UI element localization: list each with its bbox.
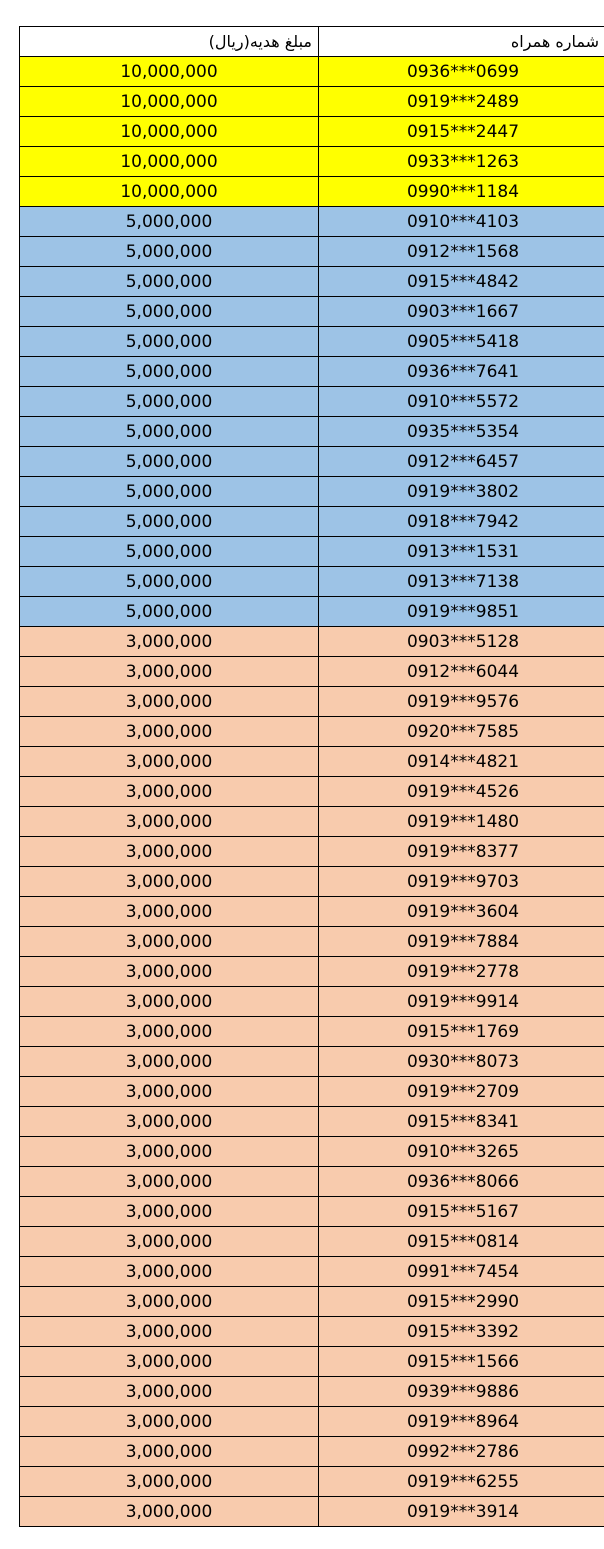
phone-cell: 0919***8377 bbox=[319, 837, 604, 867]
phone-cell: 0905***5418 bbox=[319, 327, 604, 357]
amount-cell: 3,000,000 bbox=[20, 717, 319, 747]
amount-cell: 3,000,000 bbox=[20, 987, 319, 1017]
phone-cell: 0990***1184 bbox=[319, 177, 604, 207]
amount-cell: 3,000,000 bbox=[20, 1077, 319, 1107]
phone-cell: 0936***8066 bbox=[319, 1167, 604, 1197]
table-row bbox=[20, 1377, 604, 1407]
table-row bbox=[20, 1137, 604, 1167]
amount-cell: 3,000,000 bbox=[20, 747, 319, 777]
table-row bbox=[20, 237, 604, 267]
amount-cell: 3,000,000 bbox=[20, 687, 319, 717]
amount-cell: 3,000,000 bbox=[20, 1047, 319, 1077]
table-row bbox=[20, 87, 604, 117]
amount-cell: 3,000,000 bbox=[20, 1197, 319, 1227]
amount-cell: 3,000,000 bbox=[20, 1467, 319, 1497]
phone-cell: 0915***3392 bbox=[319, 1317, 604, 1347]
phone-cell: 0919***3914 bbox=[319, 1497, 604, 1527]
table-row bbox=[20, 687, 604, 717]
phone-cell: 0910***3265 bbox=[319, 1137, 604, 1167]
phone-cell: 0903***5128 bbox=[319, 627, 604, 657]
amount-cell: 5,000,000 bbox=[20, 447, 319, 477]
amount-cell: 10,000,000 bbox=[20, 147, 319, 177]
phone-cell: 0936***0699 bbox=[319, 57, 604, 87]
amount-cell: 3,000,000 bbox=[20, 1137, 319, 1167]
table-row bbox=[20, 957, 604, 987]
phone-cell: 0920***7585 bbox=[319, 717, 604, 747]
phone-cell: 0915***8341 bbox=[319, 1107, 604, 1137]
phone-cell: 0914***4821 bbox=[319, 747, 604, 777]
amount-cell: 3,000,000 bbox=[20, 897, 319, 927]
phone-cell: 0912***1568 bbox=[319, 237, 604, 267]
phone-cell: 0919***4526 bbox=[319, 777, 604, 807]
amount-cell: 5,000,000 bbox=[20, 477, 319, 507]
table-row bbox=[20, 537, 604, 567]
table-row bbox=[20, 657, 604, 687]
table-row bbox=[20, 357, 604, 387]
phone-cell: 0919***9703 bbox=[319, 867, 604, 897]
phone-cell: 0915***2990 bbox=[319, 1287, 604, 1317]
table-row bbox=[20, 627, 604, 657]
amount-cell: 3,000,000 bbox=[20, 927, 319, 957]
table-row bbox=[20, 1407, 604, 1437]
table-row bbox=[20, 417, 604, 447]
table-row bbox=[20, 777, 604, 807]
table-row bbox=[20, 597, 604, 627]
table-row bbox=[20, 1347, 604, 1377]
table-row bbox=[20, 987, 604, 1017]
table-row bbox=[20, 297, 604, 327]
table-row bbox=[20, 717, 604, 747]
phone-cell: 0919***8964 bbox=[319, 1407, 604, 1437]
table-row bbox=[20, 57, 604, 87]
table-row bbox=[20, 1017, 604, 1047]
phone-cell: 0919***3802 bbox=[319, 477, 604, 507]
phone-cell: 0919***3604 bbox=[319, 897, 604, 927]
phone-cell: 0919***2709 bbox=[319, 1077, 604, 1107]
phone-cell: 0919***2489 bbox=[319, 87, 604, 117]
phone-cell: 0935***5354 bbox=[319, 417, 604, 447]
table-row bbox=[20, 207, 604, 237]
amount-cell: 3,000,000 bbox=[20, 657, 319, 687]
phone-cell: 0991***7454 bbox=[319, 1257, 604, 1287]
table-row bbox=[20, 1467, 604, 1497]
phone-cell: 0915***2447 bbox=[319, 117, 604, 147]
table-row bbox=[20, 387, 604, 417]
amount-cell: 3,000,000 bbox=[20, 807, 319, 837]
phone-cell: 0992***2786 bbox=[319, 1437, 604, 1467]
phone-cell: 0915***1769 bbox=[319, 1017, 604, 1047]
prize-table-body bbox=[20, 27, 604, 1527]
amount-cell: 3,000,000 bbox=[20, 837, 319, 867]
table-row bbox=[20, 177, 604, 207]
table-row bbox=[20, 1227, 604, 1257]
table-row bbox=[20, 147, 604, 177]
amount-cell: 5,000,000 bbox=[20, 357, 319, 387]
phone-cell: 0912***6044 bbox=[319, 657, 604, 687]
table-row bbox=[20, 507, 604, 537]
table-row bbox=[20, 747, 604, 777]
amount-cell: 5,000,000 bbox=[20, 567, 319, 597]
amount-cell: 10,000,000 bbox=[20, 117, 319, 147]
table-row bbox=[20, 477, 604, 507]
prize-table bbox=[19, 26, 604, 1527]
amount-cell: 5,000,000 bbox=[20, 537, 319, 567]
table-row bbox=[20, 567, 604, 597]
amount-cell: 5,000,000 bbox=[20, 297, 319, 327]
table-row bbox=[20, 1197, 604, 1227]
phone-cell: 0919***1480 bbox=[319, 807, 604, 837]
amount-cell: 3,000,000 bbox=[20, 777, 319, 807]
phone-cell: 0919***2778 bbox=[319, 957, 604, 987]
amount-cell: 3,000,000 bbox=[20, 1437, 319, 1467]
amount-cell: 5,000,000 bbox=[20, 387, 319, 417]
table-row bbox=[20, 1287, 604, 1317]
amount-cell: 10,000,000 bbox=[20, 87, 319, 117]
table-row bbox=[20, 267, 604, 297]
table-row bbox=[20, 867, 604, 897]
phone-cell: 0930***8073 bbox=[319, 1047, 604, 1077]
amount-cell: 5,000,000 bbox=[20, 327, 319, 357]
phone-cell: 0910***4103 bbox=[319, 207, 604, 237]
table-row bbox=[20, 447, 604, 477]
amount-cell: 3,000,000 bbox=[20, 1107, 319, 1137]
table-row bbox=[20, 1257, 604, 1287]
table-row bbox=[20, 837, 604, 867]
amount-cell: 5,000,000 bbox=[20, 207, 319, 237]
amount-cell: 5,000,000 bbox=[20, 597, 319, 627]
phone-cell: 0915***1566 bbox=[319, 1347, 604, 1377]
phone-cell: 0919***9914 bbox=[319, 987, 604, 1017]
phone-cell: 0915***0814 bbox=[319, 1227, 604, 1257]
amount-cell: 3,000,000 bbox=[20, 1377, 319, 1407]
phone-cell: 0913***1531 bbox=[319, 537, 604, 567]
phone-cell: 0912***6457 bbox=[319, 447, 604, 477]
amount-cell: 3,000,000 bbox=[20, 867, 319, 897]
phone-cell: 0919***9851 bbox=[319, 597, 604, 627]
table-row bbox=[20, 1047, 604, 1077]
phone-cell: 0910***5572 bbox=[319, 387, 604, 417]
header-amount: مبلغ هدیه(ریال) bbox=[20, 27, 319, 57]
table-row bbox=[20, 117, 604, 147]
amount-cell: 3,000,000 bbox=[20, 1017, 319, 1047]
phone-cell: 0913***7138 bbox=[319, 567, 604, 597]
table-row bbox=[20, 1167, 604, 1197]
phone-cell: 0903***1667 bbox=[319, 297, 604, 327]
amount-cell: 10,000,000 bbox=[20, 177, 319, 207]
phone-cell: 0919***6255 bbox=[319, 1467, 604, 1497]
table-row bbox=[20, 1497, 604, 1527]
phone-cell: 0936***7641 bbox=[319, 357, 604, 387]
amount-cell: 3,000,000 bbox=[20, 1287, 319, 1317]
amount-cell: 5,000,000 bbox=[20, 267, 319, 297]
amount-cell: 5,000,000 bbox=[20, 417, 319, 447]
phone-cell: 0933***1263 bbox=[319, 147, 604, 177]
phone-cell: 0919***7884 bbox=[319, 927, 604, 957]
amount-cell: 3,000,000 bbox=[20, 1497, 319, 1527]
amount-cell: 5,000,000 bbox=[20, 237, 319, 267]
amount-cell: 3,000,000 bbox=[20, 1317, 319, 1347]
amount-cell: 10,000,000 bbox=[20, 57, 319, 87]
amount-cell: 3,000,000 bbox=[20, 957, 319, 987]
table-row bbox=[20, 927, 604, 957]
table-row bbox=[20, 1107, 604, 1137]
header-row bbox=[20, 27, 604, 57]
table-row bbox=[20, 327, 604, 357]
amount-cell: 3,000,000 bbox=[20, 1167, 319, 1197]
phone-cell: 0939***9886 bbox=[319, 1377, 604, 1407]
table-row bbox=[20, 1077, 604, 1107]
phone-cell: 0918***7942 bbox=[319, 507, 604, 537]
amount-cell: 3,000,000 bbox=[20, 1407, 319, 1437]
phone-cell: 0915***4842 bbox=[319, 267, 604, 297]
table-row bbox=[20, 897, 604, 927]
amount-cell: 3,000,000 bbox=[20, 1347, 319, 1377]
amount-cell: 3,000,000 bbox=[20, 1227, 319, 1257]
table-row bbox=[20, 1437, 604, 1467]
header-phone: شماره همراه bbox=[319, 27, 604, 57]
table-row bbox=[20, 1317, 604, 1347]
amount-cell: 5,000,000 bbox=[20, 507, 319, 537]
phone-cell: 0919***9576 bbox=[319, 687, 604, 717]
amount-cell: 3,000,000 bbox=[20, 1257, 319, 1287]
phone-cell: 0915***5167 bbox=[319, 1197, 604, 1227]
table-row bbox=[20, 807, 604, 837]
amount-cell: 3,000,000 bbox=[20, 627, 319, 657]
